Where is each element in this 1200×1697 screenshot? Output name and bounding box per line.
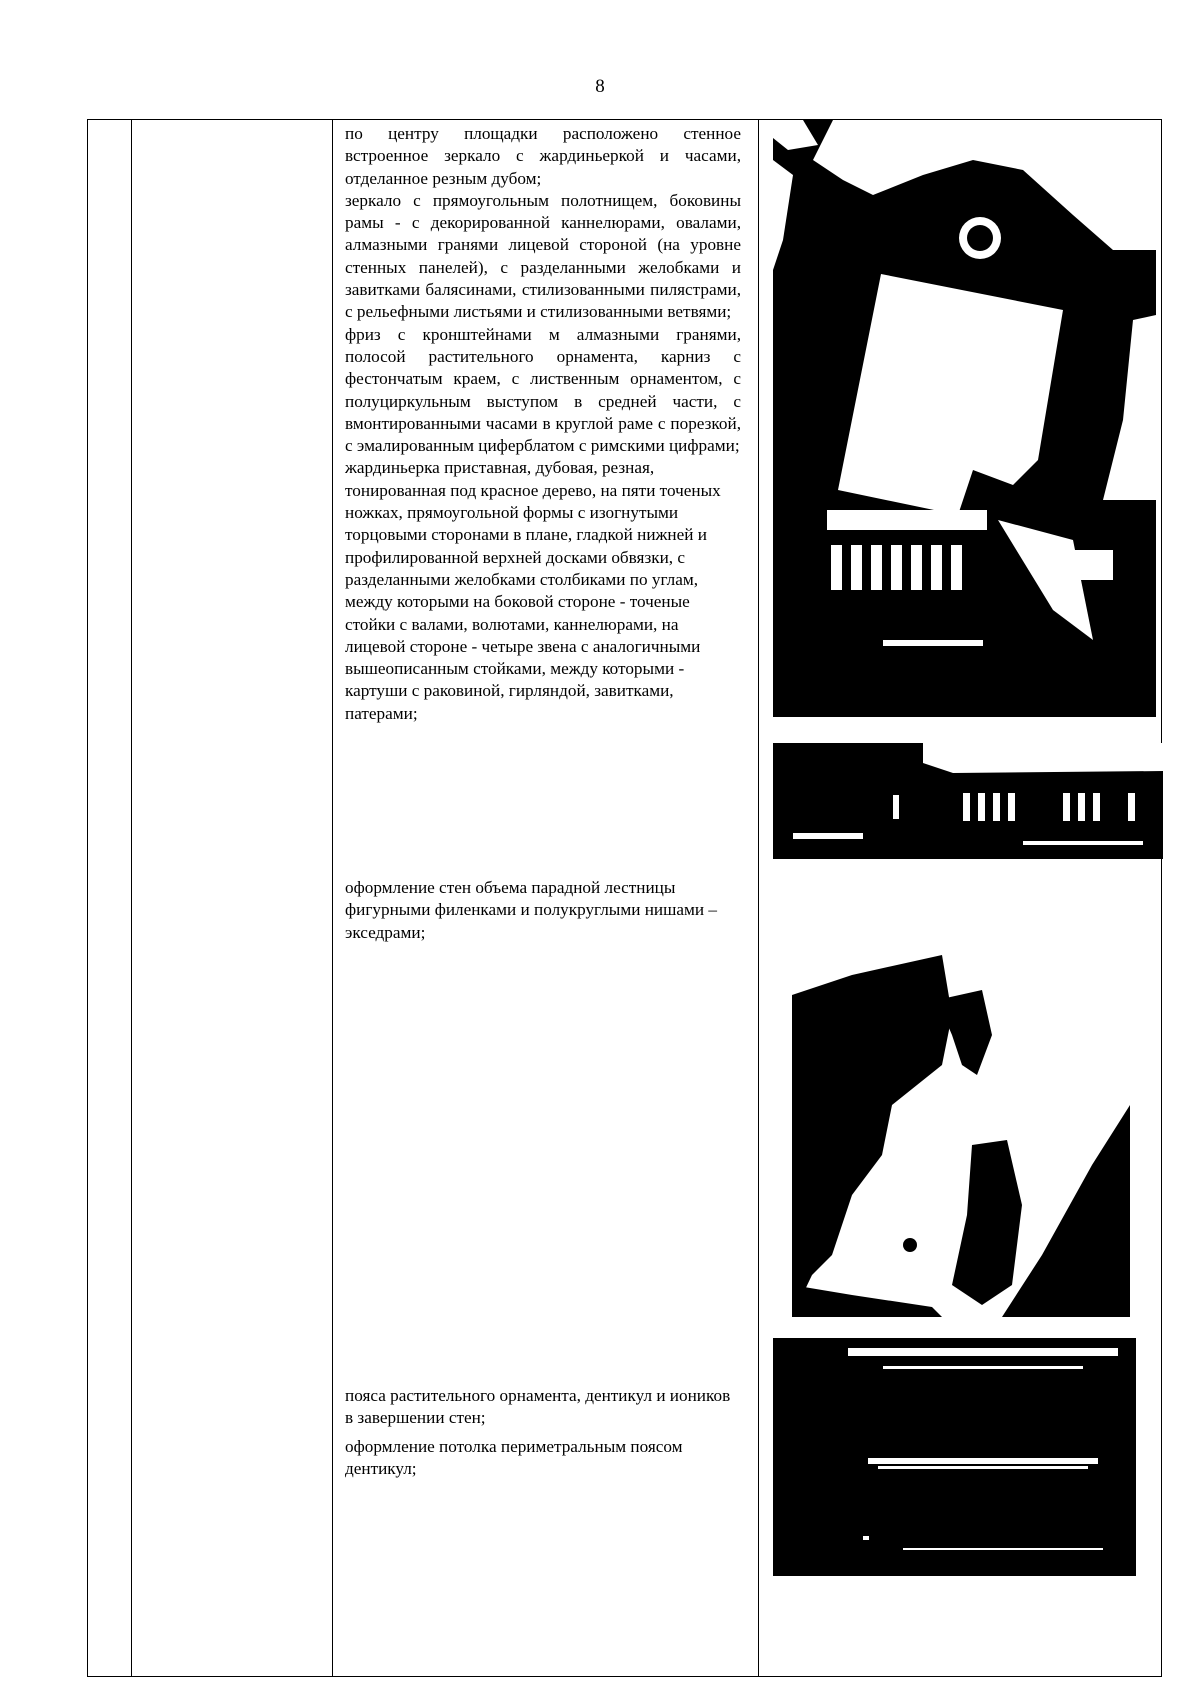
- mirror-paragraph-2: зеркало с прямоугольным полотнищем, боковины рамы - с декорированной каннелюрами, овалами, алмазными гранями лицевой стороной (на уровне стенных панелей), с разделанными желобками и завитками балясинами, стилизованными пилястрами, с рельефными листьями и стилизованными ветвями;: [345, 190, 741, 322]
- frieze-ceiling-photo: [773, 1338, 1136, 1576]
- balustrade-photo: [773, 743, 1163, 859]
- mirror-paragraph-3: фриз с кронштейнами м алмазными гранями, полосой растительного орнамента, карниз с фестончатым краем, с лиственным орнаментом, с полуциркульным выступом в средней части, с вмонтированными часами в круглой раме с порезкой, с эмалированным циферблатом с римскими цифрами;: [345, 324, 741, 456]
- column-divider-1: [131, 120, 132, 1676]
- description-walls: оформление стен объема парадной лестницы фигурными филенками и полукруглыми нишами – экседрами;: [345, 878, 717, 942]
- object-table: [87, 119, 1162, 1677]
- description-ceiling: оформление потолка периметральным поясом дентикул;: [345, 1437, 683, 1479]
- page-number: 8: [595, 76, 605, 97]
- mirror-clock-photo: [773, 120, 1156, 717]
- mirror-paragraph-1: по центру площадки расположено стенное встроенное зеркало с жардиньеркой и часами, отделанное резным дубом;: [345, 124, 741, 188]
- description-frieze: пояса растительного орнамента, дентикул и иоников в завершении стен;: [345, 1386, 731, 1428]
- mirror-paragraph-4: жардиньерка приставная, дубовая, резная, тонированная под красное дерево, на пяти точеных ножках, прямоугольной формы с изогнутыми торцовыми сторонами в плане, гладкой нижней и профилированной верхней досками обвязки, с разделанными желобками столбиками по углам, между которыми на боковой стороне - точеные стойки с валами, волютами, каннелюрами, на лицевой стороне - четыре звена с аналогичными вышеописанным стойками, между которыми - картуши с раковиной, гирляндой, завитками, патерами;: [345, 458, 721, 723]
- column-divider-3: [758, 120, 759, 1676]
- description-mirror: [345, 123, 741, 725]
- wall-niche-photo: [792, 955, 1130, 1317]
- column-divider-2: [332, 120, 333, 1676]
